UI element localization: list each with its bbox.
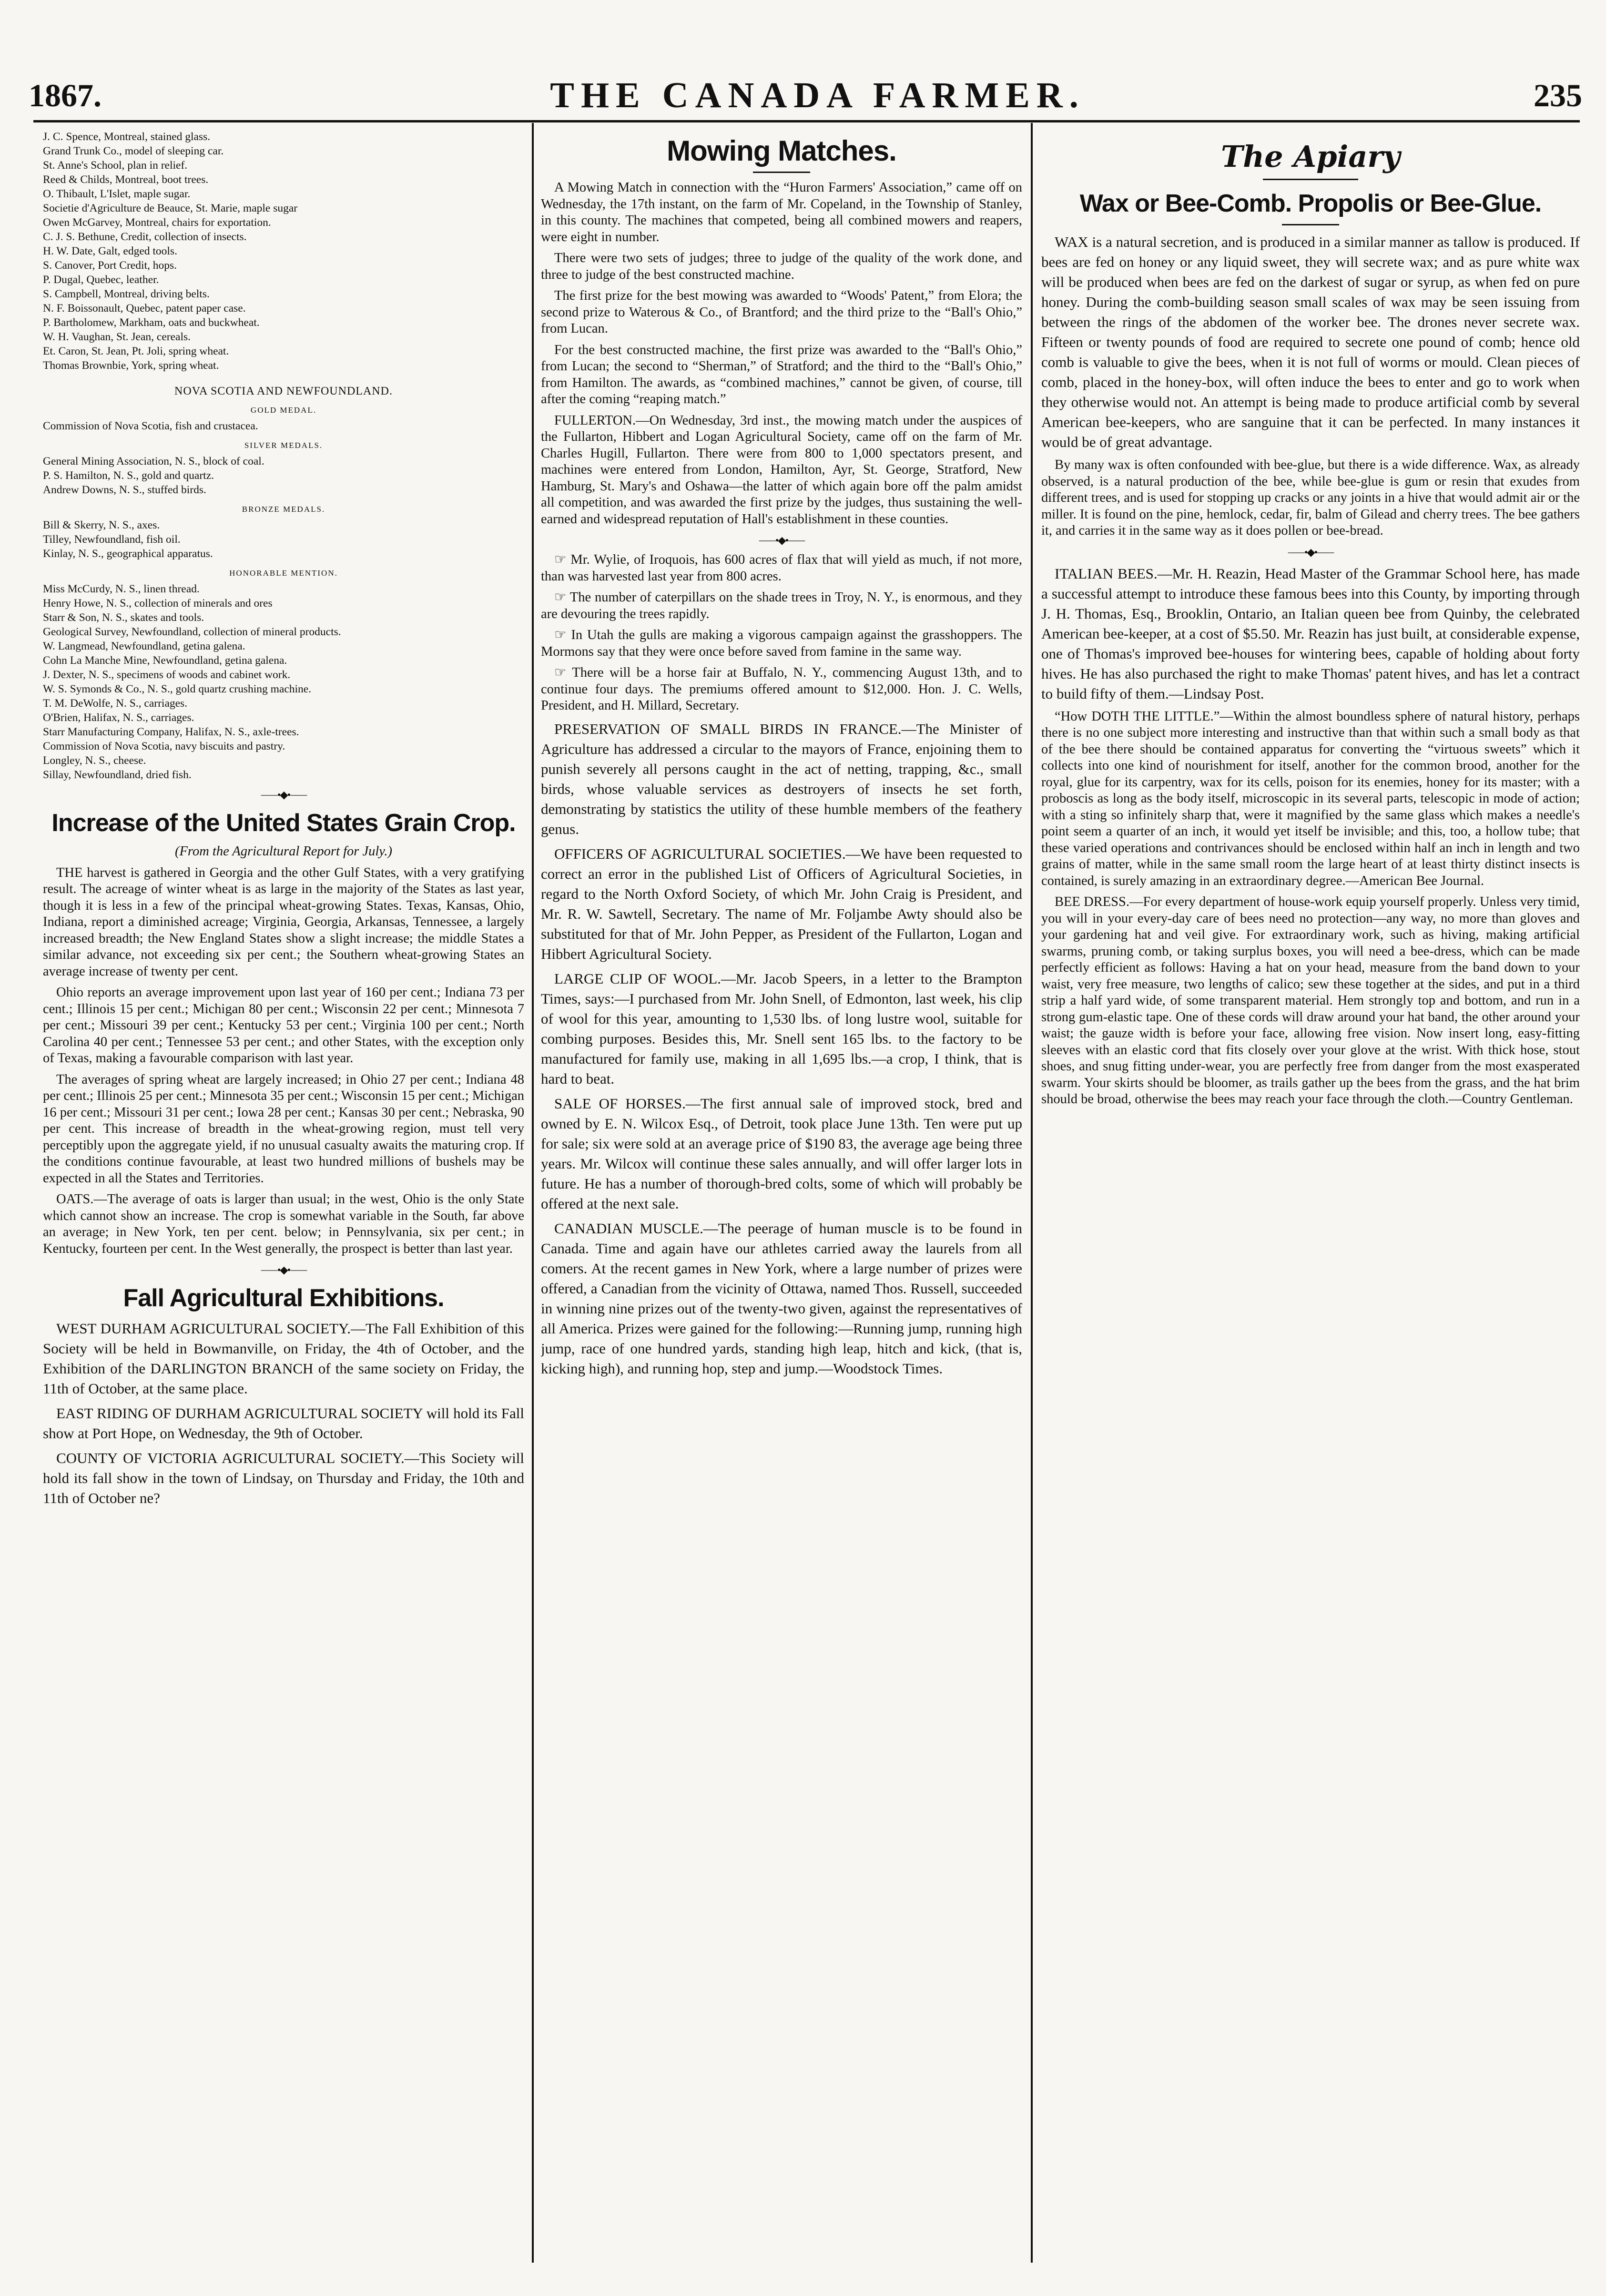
medal-heading: BRONZE MEDALS. (242, 505, 325, 514)
list-item: J. C. Spence, Montreal, stained glass. (43, 131, 211, 143)
article-paragraph: OATS.—The average of oats is larger than usual; in the west, Ohio is the only State which cannot show an increase. The crop is somewhat variable in the South, far above an average; in New York, ten per cent. below; in Pennsylvania, six per cent.; in Kentucky, fourteen per cent. In the West generally, the prospect is better than last year. (43, 1192, 524, 1256)
article-paragraph: FULLERTON.—On Wednesday, 3rd inst., the mowing match under the auspices of the Fullarton, Hibbert and Logan Agricultural Society, came off on the farm of Mr. Charles Hugill, Fullarton. There were from 800 to 1,000 spectators present, and machines were entered from London, Hamilton, Ayr, St. George, Stratford, New Hamburg, St. Mary's and Oshawa—the latter of which again bore off the palm amidst all competition, and was awarded the first prize by the judges, thus sustaining the well-earned and widespread reputation of Hall's establishment in these counties. (541, 413, 1022, 527)
article-paragraph: EAST RIDING OF DURHAM AGRICULTURAL SOCIETY will hold its Fall show at Port Hope, on Wednesday, the 9th of October. (43, 1405, 524, 1442)
ornament-separator: ⸺•◆•⸺ (1287, 546, 1334, 558)
list-item: P. Dugal, Quebec, leather. (43, 274, 159, 286)
silver-list (43, 454, 524, 497)
article-paragraph: The first prize for the best mowing was awarded to “Woods' Patent,” from Elora; the second prize to Waterous & Co., of Brantford; and the third prize to the “Ball's Ohio,” from Lucan. (541, 288, 1022, 336)
medal-heading: HONORABLE MENTION. (229, 569, 338, 578)
medal-heading: GOLD MEDAL. (250, 406, 317, 415)
article-paragraph: For the best constructed machine, the first prize was awarded to the “Ball's Ohio,” from Lucan; the second to “Sherman,” of Stratford; and the third to the “Ball's Ohio,” from Hamilton. The awards, as “combined machines,” cannot be given, of course, till after the coming “reaping match.” (541, 342, 1022, 406)
list-item: Commission of Nova Scotia, navy biscuits and pastry. (43, 740, 285, 752)
list-item: P. Bartholomew, Markham, oats and buckwheat. (43, 316, 260, 329)
list-item: Grand Trunk Co., model of sleeping car. (43, 145, 224, 157)
list-item: O. Thibault, L'Islet, maple sugar. (43, 188, 191, 200)
list-item: Owen McGarvey, Montreal, chairs for exportation. (43, 216, 271, 229)
column-middle (541, 130, 1022, 2258)
article-paragraph: ITALIAN BEES.—Mr. H. Reazin, Head Master of the Grammar School here, has made a successful attempt to introduce these famous bees into this County, by importing through J. H. Thomas, Esq., Brooklin, Ontario, an Italian queen bee from Quinby, the celebrated American bee-keeper, at a cost of $5.50. Mr. Reazin has just built, at considerable expense, one of Thomas's improved bee-houses for wintering bees, capable of holding about forty hives. He has also purchased the right to make Thomas' patent hives, and has let a contract to build fifty of them.—Lindsay Post. (1041, 565, 1580, 702)
list-item: Henry Howe, N. S., collection of minerals and ores (43, 597, 273, 610)
article-paragraph: WAX is a natural secretion, and is produced in a similar manner as tallow is produced. If bees are fed on honey or any liquid sweet, they will secrete wax; and as pure white wax will be produced when bees are fed on the darkest of sugar or syrup, as when fed on pure honey. During the comb-building season small scales of wax may be seen issuing from between the rings of the abdomen of the worker bee. The drones never secrete wax. Fifteen or twenty pounds of food are required to secrete one pound of comb; hence old comb is valuable to give the bees, when it is not full of worms or mould. Clean pieces of comb, placed in the honey-box, will often induce the bees to enter and go to work when they otherwise would not. An attempt is being made to produce artificial comb by several American bee-keepers, who are sanguine that it can be perfected. In many instances it would be of great advantage. (1041, 234, 1580, 450)
list-item: Miss McCurdy, N. S., linen thread. (43, 583, 200, 595)
list-item: O'Brien, Halifax, N. S., carriages. (43, 711, 194, 724)
article-paragraph: THE harvest is gathered in Georgia and the other Gulf States, with a very gratifying result. The acreage of winter wheat is as large in the majority of the States as last year, though it is less in a few of the principal wheat-growing States. Texas, Kansas, Ohio, Indiana, report a diminished acreage; Virginia, Georgia, Arkansas, Tennessee, a largely increased breadth; the New England States show a slight increase; the middle States a similar advance, not exceeding six per cent.; the Southern wheat-growing States an average increase of twenty per cent. (43, 865, 524, 979)
article-source: (From the Agricultural Report for July.) (175, 844, 392, 859)
article-paragraph: SALE OF HORSES.—The first annual sale of improved stock, bred and owned by E. N. Wilcox Esq., of Detroit, took place June 13th. Ten were put up for sale; six were sold at an average price of $190 83, the average age being three years. Mr. Wilcox will continue these sales annually, and will offer larger lots in future. He has a number of thorough-bred colts, some of which will probably be offered at the next sale. (541, 1095, 1022, 1212)
article-paragraph: CANADIAN MUSCLE.—The peerage of human muscle is to be found in Canada. Time and again have our athletes carried away the laurels from all comers. At the recent games in New York, where a large number of prizes were offered, a Canadian from the vicinity of Ottawa, named Thos. Russell, succeeded in winning nine prizes out of the twenty-two given, against the representatives of all America. Prizes were gained for the following:—Running jump, running high jump, race of one hundred yards, standing high leap, hitch and kick, (that is, kicking high), and running hop, step and jump.—Woodstock Times. (541, 1219, 1022, 1377)
list-item: Andrew Downs, N. S., stuffed birds. (43, 484, 206, 496)
list-item: C. J. S. Bethune, Credit, collection of insects. (43, 231, 247, 243)
article-title: Mowing Matches. (667, 135, 896, 167)
title-rule (1263, 179, 1358, 180)
column-rule-2 (1031, 123, 1033, 2263)
news-note: ☞ There will be a horse fair at Buffalo, N. Y., commencing August 13th, and to continue four days. The premiums offered amount to $12,000. Hon. J. C. Wells, President, and H. Millard, Secretary. (541, 665, 1022, 713)
page-number: 235 (1533, 77, 1582, 113)
article-paragraph: Ohio reports an average improvement upon last year of 160 per cent.; Indiana 73 per cent.; Illinois 15 per cent.; Michigan 80 per cent.; Wisconsin 22 per cent.; Minnesota 7 per cent.; Missouri 39 per cent.; Kentucky 53 per cent.; Virginia 100 per cent.; North Carolina 40 per cent.; Tennessee 53 per cent.; and other States, with the exception only of Texas, making a favourable comparison with last year. (43, 985, 524, 1066)
article-paragraph: WEST DURHAM AGRICULTURAL SOCIETY.—The Fall Exhibition of this Society will be held in Bowmanville, on Friday, the 4th of October, and the Exhibition of the DARLINGTON BRANCH of the same society on Friday, the 11th of October, at the same place. (43, 1320, 524, 1397)
list-item: Starr & Son, N. S., skates and tools. (43, 611, 204, 624)
list-item: General Mining Association, N. S., block of coal. (43, 455, 264, 467)
list-item: W. Langmead, Newfoundland, getina galena. (43, 640, 245, 652)
title-rule (1282, 224, 1339, 225)
exhibitor-list (43, 130, 524, 373)
list-item: Societie d'Agriculture de Beauce, St. Marie, maple sugar (43, 202, 298, 214)
news-note: ☞ Mr. Wylie, of Iroquois, has 600 acres of flax that will yield as much, if not more, than was harvested last year from 800 acres. (541, 552, 1022, 584)
article-paragraph: A Mowing Match in connection with the “Huron Farmers' Association,” came off on Wednesday, the 17th instant, on the farm of Mr. Copeland, in the Township of Stanley, in this county. The machines that competed, being all combined mowers and reapers, were eight in number. (541, 180, 1022, 244)
article-paragraph: By many wax is often confounded with bee-glue, but there is a wide difference. Wax, as already observed, is a natural production of the bee, while bee-glue is gum or resin that exudes from different trees, and is used for stopping up cracks or any joints in a hive that would admit air or the miller. It is found on the pine, hemlock, cedar, fir, balm of Gilead and cherry trees. The bee gathers it, and carries it in the same way as it does pollen or bee-bread. (1041, 457, 1580, 538)
list-item: Thomas Brownbie, York, spring wheat. (43, 359, 219, 372)
gold-list (43, 419, 524, 433)
list-item: T. M. DeWolfe, N. S., carriages. (43, 697, 188, 710)
article-title: Increase of the United States Grain Crop. (51, 809, 516, 837)
list-item: St. Anne's School, plan in relief. (43, 159, 188, 172)
header-rule (33, 120, 1580, 122)
column-right (1041, 130, 1580, 2258)
ornament-separator: ⸺•◆•⸺ (758, 534, 805, 546)
list-item: W. H. Vaughan, St. Jean, cereals. (43, 331, 191, 343)
article-paragraph: LARGE CLIP OF WOOL.—Mr. Jacob Speers, in a letter to the Brampton Times, says:—I purchased from Mr. John Snell, of Edmonton, last week, his clip of wool for this year, amounting to 1,530 lbs. of long lustre wool, suitable for combing purposes. Besides this, Mr. Snell sent 165 lbs. to the factory to be manufactured for family use, making in all 1,695 lbs.—a crop, I think, that is hard to beat. (541, 970, 1022, 1087)
news-note: ☞ In Utah the gulls are making a vigorous campaign against the grasshoppers. The Mormons say that they were once before saved from famine in the same way. (541, 628, 1022, 659)
list-item: Bill & Skerry, N. S., axes. (43, 519, 160, 531)
list-item: Kinlay, N. S., geographical apparatus. (43, 548, 213, 560)
article-paragraph: COUNTY OF VICTORIA AGRICULTURAL SOCIETY.—This Society will hold its fall show in the town of Lindsay, on Thursday and Friday, the 10th and 11th of October ne? (43, 1450, 524, 1506)
list-item: Sillay, Newfoundland, dried fish. (43, 769, 192, 781)
article-paragraph: PRESERVATION OF SMALL BIRDS IN FRANCE.—The Minister of Agriculture has addressed a circular to the mayors of France, enjoining them to punish severely all persons caught in the act of netting, trapping, &c., small birds, whose valuable services as destroyers of insects he set forth, demonstrating by statistics the utility of these humble members of the feathery genus. (541, 720, 1022, 837)
list-item: Cohn La Manche Mine, Newfoundland, getina galena. (43, 654, 287, 667)
title-rule (753, 172, 810, 173)
list-item: J. Dexter, N. S., specimens of woods and cabinet work. (43, 669, 291, 681)
list-item: W. S. Symonds & Co., N. S., gold quartz crushing machine. (43, 683, 312, 695)
list-item: Longley, N. S., cheese. (43, 754, 146, 767)
article-paragraph: BEE DRESS.—For every department of house-work equip yourself properly. Unless very timid, you will in your every-day care of bees need no protection—any way, no more than gloves and your gardening hat and veil give. For extraordinary work, such as hiving, making artificial swarms, pruning comb, or taking surplus boxes, you will need a bee-dress, which can be made perfectly efficient as follows: Having a hat on your head, measure from the band down to your waist, very free measure, two lengths of calico; sew these together at the sides, and put in a third strip a half yard wide, of some transparent material. Hem strongly top and bottom, and run in a strong gum-elastic tape. One of these cords will draw around your hat band, the other around your waist; the gauze width is before your face, allowing free vision. Now insert long, easy-fitting sleeves with an elastic cord that fits closely over your glove at the wrist. With thick hose, stout shoes, and snug fitting under-wear, you are perfectly free from danger from the most exasperated swarm. Your skirts should be bloomer, as trails gather up the bees from the grass, and the hat brim should be broad, otherwise the bees may reach your face through the cloth.—Country Gentleman. (1041, 894, 1580, 1107)
column-left (43, 130, 524, 2258)
section-title: The Apiary (1220, 139, 1401, 174)
list-item: P. S. Hamilton, N. S., gold and quartz. (43, 469, 214, 482)
article-paragraph: There were two sets of judges; three to judge of the quality of the work done, and three to judge of the best constructed machine. (541, 251, 1022, 282)
list-item: S. Canover, Port Credit, hops. (43, 259, 177, 272)
list-item: H. W. Date, Galt, edged tools. (43, 245, 177, 257)
ornament-separator: ⸺•◆•⸺ (260, 789, 307, 801)
article-title: Wax or Bee-Comb. Propolis or Bee-Glue. (1079, 190, 1542, 217)
bronze-list (43, 518, 524, 561)
article-paragraph: “How DOTH THE LITTLE.”—Within the almost boundless sphere of natural history, perhaps there is no one subject more interesting and instructive than that within such a small body as that of the bee there should be contained apparatus for converting the “virtuous sweets” which it collects into one kind of nourishment for itself, another for the common brood, another for the royal, glue for its carpentry, wax for its cells, poison for its enemies, honey for its master; with a proboscis as long as the body itself, microscopic in its several parts, telescopic in mode of action; with a sting so infinitely sharp that, were it magnified by the same glass which makes a needle's point seem a quarter of an inch, it would yet itself be invisible; and this, too, a hollow tube; that these varied operations and contrivances should be enclosed within half an inch in length and two grains of matter, while in the same small room the large heart of at least thirty distinct insects is contained, is surely amazing in an extraordinary degree.—American Bee Journal. (1041, 709, 1580, 888)
article-paragraph: The averages of spring wheat are largely increased; in Ohio 27 per cent.; Indiana 48 per cent.; Illinois 25 per cent.; Minnesota 35 per cent.; Wisconsin 15 per cent.; Michigan 16 per cent.; Missouri 31 per cent.; Iowa 28 per cent.; Kansas 30 per cent.; Nebraska, 90 per cent. This increase of breadth in the wheat-growing region, must tell very perceptibly upon the aggregate yield, if no unusual casualty awaits the maturing crop. If the conditions continue favourable, at least two hundred millions of bushels may be expected in all the States and Territories. (43, 1072, 524, 1186)
article-paragraph: OFFICERS OF AGRICULTURAL SOCIETIES.—We have been requested to correct an error in the published List of Officers of Agricultural Societies, in regard to the North Oxford Society, of which Mr. John Craig is President, and Mr. R. W. Sawtell, Secretary. The name of Mr. Foljambe Awty should also be substituted for that of Mr. John Pepper, as President of the Fullarton, Logan and Hibbert Agricultural Society. (541, 845, 1022, 962)
medal-heading: SILVER MEDALS. (244, 441, 323, 450)
region-heading: NOVA SCOTIA AND NEWFOUNDLAND. (174, 385, 393, 397)
list-item: Reed & Childs, Montreal, boot trees. (43, 173, 209, 186)
masthead-title: THE CANADA FARMER. (550, 75, 1085, 115)
list-item: S. Campbell, Montreal, driving belts. (43, 288, 210, 300)
article-title: Fall Agricultural Exhibitions. (123, 1284, 444, 1312)
list-item: Starr Manufacturing Company, Halifax, N. S., axle-trees. (43, 726, 299, 738)
list-item: Et. Caron, St. Jean, Pt. Joli, spring wheat. (43, 345, 229, 357)
column-rule-1 (532, 123, 534, 2263)
list-item: Tilley, Newfoundland, fish oil. (43, 533, 181, 546)
news-note: ☞ The number of caterpillars on the shade trees in Troy, N. Y., is enormous, and they are devouring the trees rapidly. (541, 590, 1022, 621)
ornament-separator: ⸺•◆•⸺ (260, 1264, 307, 1276)
page-header (29, 71, 1582, 121)
list-item: Commission of Nova Scotia, fish and crustacea. (43, 420, 258, 432)
issue-year: 1867. (29, 77, 102, 113)
honorable-list (43, 582, 524, 782)
list-item: Geological Survey, Newfoundland, collection of mineral products. (43, 626, 341, 638)
list-item: N. F. Boissonault, Quebec, patent paper case. (43, 302, 246, 315)
